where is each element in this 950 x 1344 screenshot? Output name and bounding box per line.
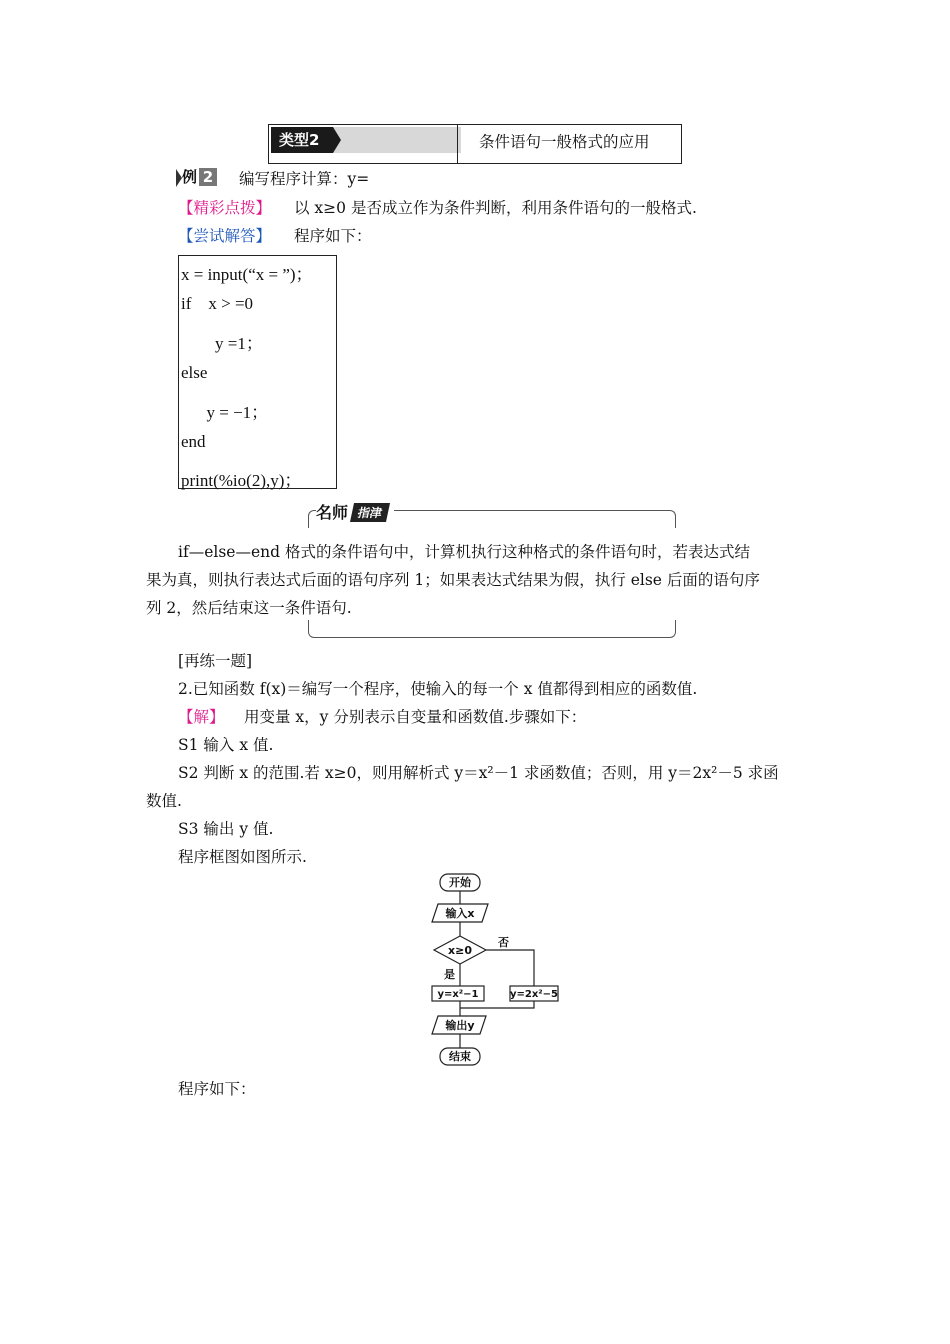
type-tag (271, 127, 461, 153)
solution-text: 用变量 x，y 分别表示自变量和函数值.步骤如下： (244, 708, 587, 726)
flow-end-label: 结束 (449, 1050, 471, 1063)
type-divider (457, 125, 458, 163)
answer-text: 程序如下： (294, 227, 372, 245)
code-box (178, 255, 337, 489)
type-section-box (268, 124, 682, 164)
flow-yes-branch-label: y=x²−1 (437, 989, 479, 1000)
example-badge-text: 例 (182, 168, 198, 186)
hint-text: 以 x≥0 是否成立作为条件判断，利用条件语句的一般格式. (294, 199, 697, 217)
step-s2-line2: 数值. (146, 792, 182, 810)
note-frame-bottom (308, 620, 676, 638)
practice-heading: [再练一题] (178, 652, 253, 670)
flow-start-label: 开始 (449, 876, 471, 889)
flow-caption: 程序框图如图所示. (178, 848, 307, 866)
step-s1: S1 输入 x 值. (178, 736, 274, 754)
code-line: end (181, 432, 206, 451)
example-statement: 编写程序计算：y= (239, 170, 370, 188)
note-tag: 指津 (350, 503, 390, 522)
flow-condition-label: x≥0 (448, 944, 472, 957)
code-line: if x > =0 (181, 294, 254, 313)
code-line: y =1； (181, 334, 263, 353)
note-header (316, 500, 394, 524)
step-s2-line1: S2 判断 x 的范围.若 x≥0，则用解析式 y＝x²－1 求函数值；否则，用 y＝2x²－5 求函 (178, 764, 779, 782)
flow-no-label: 否 (498, 936, 509, 949)
code-line: else (181, 363, 208, 382)
solution-tag: 【解】 (178, 708, 225, 726)
hint-tag: 【精彩点拨】 (178, 199, 272, 217)
step-s3: S3 输出 y 值. (178, 820, 274, 838)
flowchart (418, 868, 578, 1072)
note-line: 果为真，则执行表达式后面的语句序列 1；如果表达式结果为假，执行 else 后面的语句序 (146, 571, 760, 589)
note-line: if—else—end 格式的条件语句中，计算机执行这种格式的条件语句时，若表达式结 (178, 543, 750, 561)
code-line: print(%io(2),y)； (181, 471, 302, 490)
flow-output-label: 输出y (445, 1019, 475, 1032)
note-title: 名师 (316, 503, 349, 522)
code-line: y = −1； (181, 403, 269, 422)
program-label: 程序如下： (178, 1080, 256, 1098)
example-badge-number: 2 (199, 168, 217, 186)
flow-no-branch-label: y=2x²−5 (509, 989, 559, 1000)
type-label: 类型2 (271, 127, 333, 153)
flow-yes-label: 是 (444, 968, 455, 981)
practice-problem: 2.已知函数 f(x)＝编写一个程序，使输入的每一个 x 值都得到相应的函数值. (178, 680, 698, 698)
answer-tag: 【尝试解答】 (178, 227, 272, 245)
type-title: 条件语句一般格式的应用 (479, 133, 650, 151)
flow-input-label: 输入x (445, 907, 475, 920)
example-badge (176, 166, 224, 186)
note-line: 列 2，然后结束这一条件语句. (146, 599, 352, 617)
code-line: x = input(“x = ”)； (181, 265, 313, 284)
